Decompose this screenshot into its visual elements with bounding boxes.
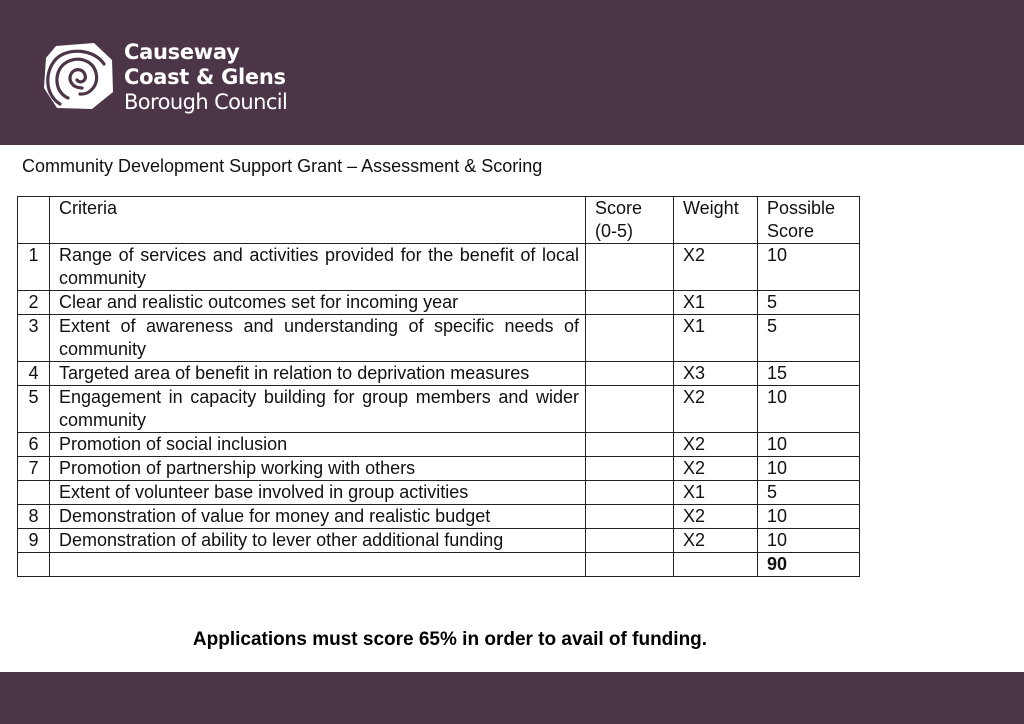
header-criteria: Criteria [50,197,586,244]
header-number [18,197,50,244]
criteria-cell: Extent of awareness and understanding of specific needs of community [50,315,586,362]
score-cell [586,481,674,505]
criteria-cell: Engagement in capacity building for group members and wider community [50,386,586,433]
weight-cell: X2 [674,244,758,291]
footer-band [0,672,1024,724]
criteria-cell: Demonstration of value for money and realistic budget [50,505,586,529]
table-row [18,457,860,481]
weight-cell: X1 [674,315,758,362]
row-number: 1 [18,244,50,291]
score-cell [586,457,674,481]
row-number: 5 [18,386,50,433]
table-row [18,386,860,433]
header-possible-score: Possible Score [758,197,860,244]
score-cell [586,386,674,433]
logo-line-2: Coast & Glens [124,65,286,89]
table-row [18,315,860,362]
score-cell [586,529,674,553]
score-cell [586,553,674,577]
row-number: 7 [18,457,50,481]
table-row [18,505,860,529]
table-row [18,433,860,457]
score-cell [586,362,674,386]
weight-cell: X2 [674,457,758,481]
row-number [18,553,50,577]
table-row [18,481,860,505]
criteria-cell: Targeted area of benefit in relation to deprivation measures [50,362,586,386]
possible-score-cell: 10 [758,386,860,433]
possible-score-cell: 10 [758,457,860,481]
possible-score-cell: 15 [758,362,860,386]
weight-cell: X1 [674,481,758,505]
criteria-cell: Promotion of partnership working with others [50,457,586,481]
possible-score-cell: 10 [758,433,860,457]
possible-score-cell: 10 [758,529,860,553]
header-score: Score (0-5) [586,197,674,244]
table-row [18,291,860,315]
possible-score-cell: 90 [758,553,860,577]
criteria-cell: Clear and realistic outcomes set for incoming year [50,291,586,315]
possible-score-cell: 5 [758,291,860,315]
weight-cell: X2 [674,386,758,433]
weight-cell [674,553,758,577]
document-title: Community Development Support Grant – Assessment & Scoring [22,156,543,176]
score-cell [586,244,674,291]
header-band [0,0,1024,145]
table-header-row [18,197,860,244]
swirl-logo-icon [42,40,116,112]
possible-score-cell: 5 [758,481,860,505]
criteria-cell: Extent of volunteer base involved in group activities [50,481,586,505]
criteria-cell: Demonstration of ability to lever other additional funding [50,529,586,553]
table-row [18,244,860,291]
logo-line-1: Causeway [124,40,240,64]
row-number: 2 [18,291,50,315]
criteria-cell: Promotion of social inclusion [50,433,586,457]
row-number: 9 [18,529,50,553]
score-cell [586,433,674,457]
table-row [18,362,860,386]
weight-cell: X2 [674,505,758,529]
weight-cell: X2 [674,433,758,457]
criteria-cell [50,553,586,577]
weight-cell: X3 [674,362,758,386]
criteria-cell: Range of services and activities provided for the benefit of local community [50,244,586,291]
logo-line-3: Borough Council [124,90,288,114]
row-number: 3 [18,315,50,362]
row-number: 6 [18,433,50,457]
row-number: 4 [18,362,50,386]
weight-cell: X2 [674,529,758,553]
header-weight: Weight [674,197,758,244]
table-total-row [18,553,860,577]
possible-score-cell: 5 [758,315,860,362]
weight-cell: X1 [674,291,758,315]
table-row [18,529,860,553]
possible-score-cell: 10 [758,505,860,529]
possible-score-cell: 10 [758,244,860,291]
score-cell [586,505,674,529]
funding-notice: Applications must score 65% in order to avail of funding. [192,629,708,650]
scoring-table [17,196,860,577]
row-number: 8 [18,505,50,529]
row-number [18,481,50,505]
score-cell [586,315,674,362]
score-cell [586,291,674,315]
